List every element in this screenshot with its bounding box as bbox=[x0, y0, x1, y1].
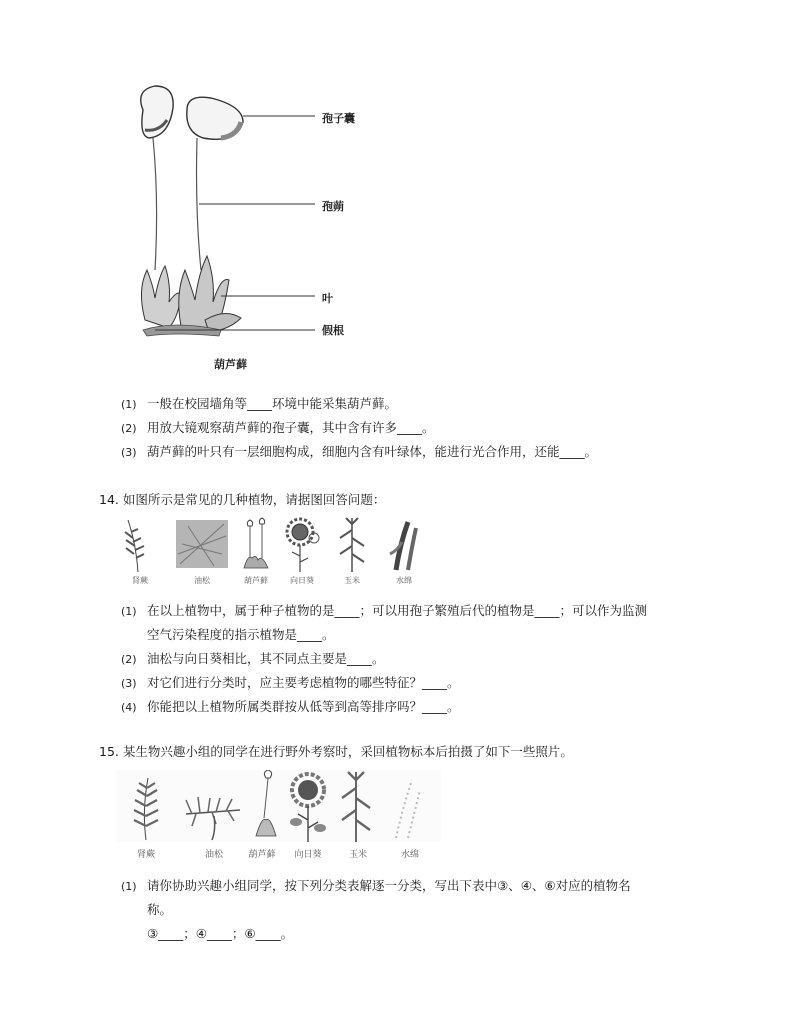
q13-sub3-text: 葫芦藓的叶只有一层细胞构成，细胞内含有叶绿体，能进行光合作用，还能____。 bbox=[147, 444, 598, 459]
q14-sub4-num: (4) bbox=[121, 701, 137, 714]
figure-caption: 葫芦藓 bbox=[214, 358, 247, 371]
q15-caption-spirogyra: 水绵 bbox=[400, 850, 419, 860]
q14-caption-moss: 葫芦藓 bbox=[244, 576, 268, 585]
q15-caption-pine: 油松 bbox=[204, 850, 223, 860]
fern-icon bbox=[125, 520, 144, 572]
q13-sub1-num: (1) bbox=[121, 398, 137, 411]
q13-sub3-num: (3) bbox=[121, 446, 137, 459]
q15-caption-corn: 玉米 bbox=[348, 850, 367, 860]
q15-title: 15. 某生物兴趣小组的同学在进行野外考察时，采回植物标本后拍摄了如下一些照片。 bbox=[99, 744, 573, 759]
label-leaf: 叶 bbox=[322, 292, 333, 305]
q14-sub2-num: (2) bbox=[121, 653, 137, 666]
q14-sub3-num: (3) bbox=[121, 677, 137, 690]
q14-sub1-line2: 空气污染程度的指示植物是____。 bbox=[147, 627, 335, 642]
q14-caption-pine: 油松 bbox=[194, 576, 210, 585]
q14-sub2-text: 油松与向日葵相比，其不同点主要是____。 bbox=[147, 651, 385, 666]
q14-title: 14. 如图所示是常见的几种植物，请据图回答问题： bbox=[99, 492, 386, 507]
q14-caption-sunflower: 向日葵 bbox=[290, 576, 314, 585]
label-stalk: 孢蒴 bbox=[322, 200, 344, 213]
q15-caption-moss: 葫芦藓 bbox=[248, 850, 276, 860]
q15-sub1-line2: 称。 bbox=[147, 902, 173, 917]
pine-icon bbox=[176, 520, 228, 568]
q13-sub2-num: (2) bbox=[121, 422, 137, 435]
moss-icon bbox=[244, 518, 268, 568]
q14-caption-spirogyra: 水绵 bbox=[396, 576, 412, 585]
q13-sub2-text: 用放大镜观察葫芦藓的孢子囊，其中含有许多____。 bbox=[147, 420, 435, 435]
q13-sub1-text: 一般在校园墙角等____环境中能采集葫芦藓。 bbox=[147, 396, 398, 411]
q14-caption-fern: 肾蕨 bbox=[132, 576, 148, 585]
q15-sub1-line3: ③____；④____；⑥____。 bbox=[147, 926, 294, 941]
q14-sub1-line1: 在以上植物中，属于种子植物的是____；可以用孢子繁殖后代的植物是____；可以作为监测 bbox=[147, 603, 648, 618]
q14-sub4-text: 你能把以上植物所属类群按从低等到高等排序吗？____。 bbox=[147, 699, 460, 714]
q14-plant-strip bbox=[118, 514, 423, 586]
q14-sub1-num: (1) bbox=[121, 605, 137, 618]
corn-icon bbox=[340, 518, 364, 572]
q14-sub3-text: 对它们进行分类时，应主要考虑植物的哪些特征？____。 bbox=[147, 675, 460, 690]
spirogyra-icon bbox=[390, 522, 416, 570]
sunflower-icon bbox=[287, 519, 319, 572]
q15-sub1-num: (1) bbox=[121, 880, 137, 893]
label-capsule: 孢子囊 bbox=[322, 112, 355, 125]
label-rhizoid: 假根 bbox=[322, 324, 344, 337]
q15-caption-sunflower: 向日葵 bbox=[294, 850, 322, 860]
q15-photo-strip bbox=[116, 770, 441, 860]
q14-caption-corn: 玉米 bbox=[344, 576, 360, 585]
q15-sub1-line1: 请你协助兴趣小组同学，按下列分类表解逐一分类，写出下表中③、④、⑥对应的植物名 bbox=[147, 878, 631, 893]
q15-caption-fern: 肾蕨 bbox=[136, 850, 155, 860]
